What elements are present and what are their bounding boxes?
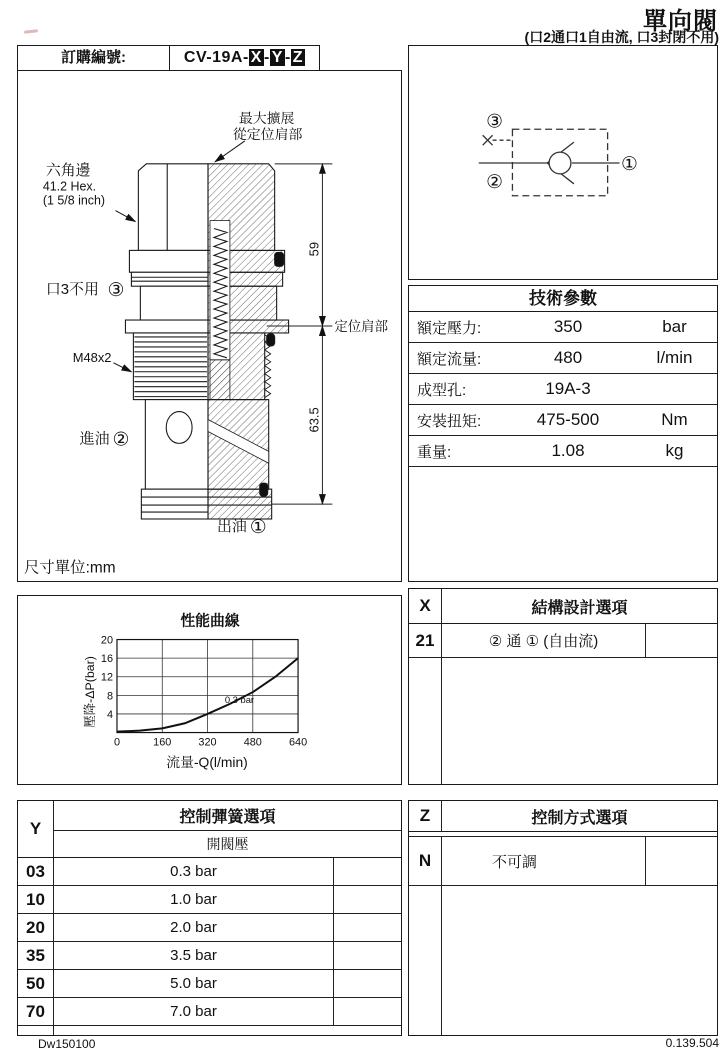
order-number-box [17, 45, 320, 71]
y-option-extra-cell [333, 858, 401, 885]
label-shoulder: 定位肩部 [334, 318, 388, 334]
x-option-desc: ② 通 ① (自由流) [488, 633, 599, 650]
param-label: 安裝扭矩: [417, 412, 482, 430]
svg-text:320: 320 [198, 736, 217, 749]
z-option-row [409, 836, 717, 886]
chart-title: 性能曲線 [180, 613, 240, 630]
page-subtitle: (口2通口1自由流, 口3封閉不用) [524, 29, 719, 45]
z-options-header [409, 801, 717, 832]
svg-text:20: 20 [100, 634, 114, 647]
param-unit: l/min [656, 348, 693, 367]
svg-text:12: 12 [100, 671, 114, 684]
valve-section-half [208, 164, 289, 519]
z-options-title: 控制方式選項 [531, 809, 628, 827]
symbol-port-1: ① [620, 152, 638, 174]
order-code-prefix: CV-19A- [183, 49, 249, 66]
performance-curve-chart [18, 596, 401, 784]
x-options-title: 結構設計選項 [531, 599, 628, 617]
z-options-box [408, 800, 718, 1036]
y-option-extra-cell [333, 914, 401, 941]
o-ring [275, 252, 284, 266]
params-title: 技術參數 [409, 286, 717, 312]
param-row [409, 374, 717, 405]
svg-text:640: 640 [288, 736, 308, 749]
y-header-right [54, 801, 401, 857]
y-code-header: Y [18, 801, 54, 857]
y-option-extra-cell [333, 970, 401, 997]
label-max-expansion-1: 最大擴展 [238, 110, 295, 127]
label-thread: M48x2 [72, 349, 112, 365]
technical-parameters-box [408, 285, 718, 582]
z-option-code: N [409, 837, 442, 885]
label-hex-1: 六角邊 [45, 161, 91, 179]
label-hex-3: (1 5/8 inch) [42, 193, 106, 208]
chart-ylabel: 壓降-ΔP(bar) [83, 656, 98, 728]
param-value: 475-500 [536, 410, 600, 429]
y-option-row [18, 914, 401, 942]
svg-text:0: 0 [113, 736, 121, 749]
footer-left-fragment: Dw150100 [38, 1037, 96, 1051]
svg-text:160: 160 [153, 736, 172, 749]
y-option-row [18, 970, 401, 998]
z-code-header: Z [409, 801, 442, 831]
param-row [409, 436, 717, 467]
valve-outline-half [125, 164, 208, 519]
param-value: 19A-3 [545, 379, 591, 398]
y-option-row [18, 886, 401, 914]
y-options-title: 控制彈簧選項 [54, 801, 401, 831]
param-label: 額定流量: [417, 350, 482, 368]
valve-drawing-box [17, 70, 402, 582]
y-option-desc: 2.0 bar [170, 919, 217, 936]
z-option-desc: 不可調 [492, 853, 538, 871]
y-option-code: 35 [18, 942, 54, 969]
label-max-expansion-2: 從定位肩部 [232, 125, 303, 142]
x-options-header [409, 589, 717, 624]
label-outlet: 出油 [216, 517, 247, 535]
y-option-code: 50 [18, 970, 54, 997]
order-var-z: Z [292, 49, 304, 66]
svg-text:4: 4 [106, 708, 114, 721]
y-options-header [18, 801, 401, 858]
order-code [170, 46, 319, 70]
x-code-header: X [409, 589, 442, 623]
o-ring [267, 334, 275, 346]
param-unit: bar [662, 317, 687, 336]
param-row [409, 405, 717, 436]
check-ball [549, 152, 571, 174]
y-option-row [18, 942, 401, 970]
param-value: 1.08 [551, 441, 585, 460]
param-label: 額定壓力: [417, 319, 482, 337]
x-options-empty [409, 658, 717, 784]
chart-xlabel: 流量-Q(l/min) [166, 754, 248, 771]
param-value: 350 [553, 317, 583, 336]
y-options-empty [18, 1026, 401, 1035]
x-option-row [409, 624, 717, 658]
y-option-desc: 7.0 bar [170, 1003, 217, 1020]
page-title: 單向閥 [643, 8, 718, 35]
order-sep: - [284, 49, 291, 66]
smudge-artifact [24, 29, 38, 33]
y-option-row [18, 858, 401, 886]
param-row [409, 312, 717, 343]
label-inlet: 進油 [79, 430, 110, 448]
param-row [409, 343, 717, 374]
hydraulic-symbol-box [408, 45, 718, 280]
param-unit: kg [665, 441, 684, 460]
order-sep: - [263, 49, 270, 66]
svg-text:16: 16 [100, 653, 114, 666]
z-options-empty [409, 886, 717, 1035]
svg-text:0.3 bar: 0.3 bar [224, 693, 255, 705]
y-option-desc: 5.0 bar [170, 975, 217, 992]
label-port3: 口3不用 [45, 281, 99, 299]
label-hex-2: 41.2 Hex. [42, 179, 97, 194]
x-option-code: 21 [409, 624, 442, 657]
y-option-code: 10 [18, 886, 54, 913]
y-option-extra-cell [333, 886, 401, 913]
svg-text:480: 480 [243, 736, 262, 749]
y-option-extra-cell [333, 998, 401, 1025]
label-outlet-number: ① [249, 516, 267, 538]
o-ring [260, 483, 268, 496]
symbol-port-2: ② [486, 170, 504, 192]
y-option-extra-cell [333, 942, 401, 969]
z-code-column [409, 886, 442, 1035]
param-label: 重量: [417, 443, 452, 461]
units-note: 尺寸單位:mm [23, 559, 116, 577]
y-option-desc: 3.5 bar [170, 947, 217, 964]
label-inlet-number: ② [112, 429, 130, 451]
x-option-extra-cell [645, 624, 717, 657]
valve-cross-section [18, 71, 401, 581]
performance-curve-box [17, 595, 402, 785]
footer-right-fragment: 0.139.504 [665, 1036, 719, 1050]
svg-text:8: 8 [106, 690, 114, 703]
param-value: 480 [553, 348, 583, 367]
order-var-y: Y [271, 49, 283, 66]
y-options-box [17, 800, 402, 1036]
order-var-x: X [250, 49, 262, 66]
chart-plot-area [101, 634, 307, 748]
y-option-code: 70 [18, 998, 54, 1025]
y-option-code: 20 [18, 914, 54, 941]
y-options-subtitle: 開閥壓 [206, 836, 249, 852]
y-option-desc: 0.3 bar [170, 863, 217, 880]
y-code-column [18, 1026, 54, 1035]
dimension-lines [267, 164, 333, 504]
param-label: 成型孔: [417, 381, 467, 399]
y-option-code: 03 [18, 858, 54, 885]
z-option-extra-cell [645, 837, 717, 885]
label-port3-number: ③ [107, 280, 125, 302]
y-option-row [18, 998, 401, 1026]
check-valve-symbol [409, 46, 717, 279]
dim-63-5: 63.5 [306, 407, 322, 433]
symbol-port-3: ③ [486, 110, 504, 132]
order-label: 訂購編號: [18, 46, 170, 70]
param-unit: Nm [661, 410, 688, 429]
y-option-desc: 1.0 bar [170, 891, 217, 908]
x-code-column [409, 658, 442, 784]
x-options-box [408, 588, 718, 785]
dim-59: 59 [306, 241, 322, 257]
